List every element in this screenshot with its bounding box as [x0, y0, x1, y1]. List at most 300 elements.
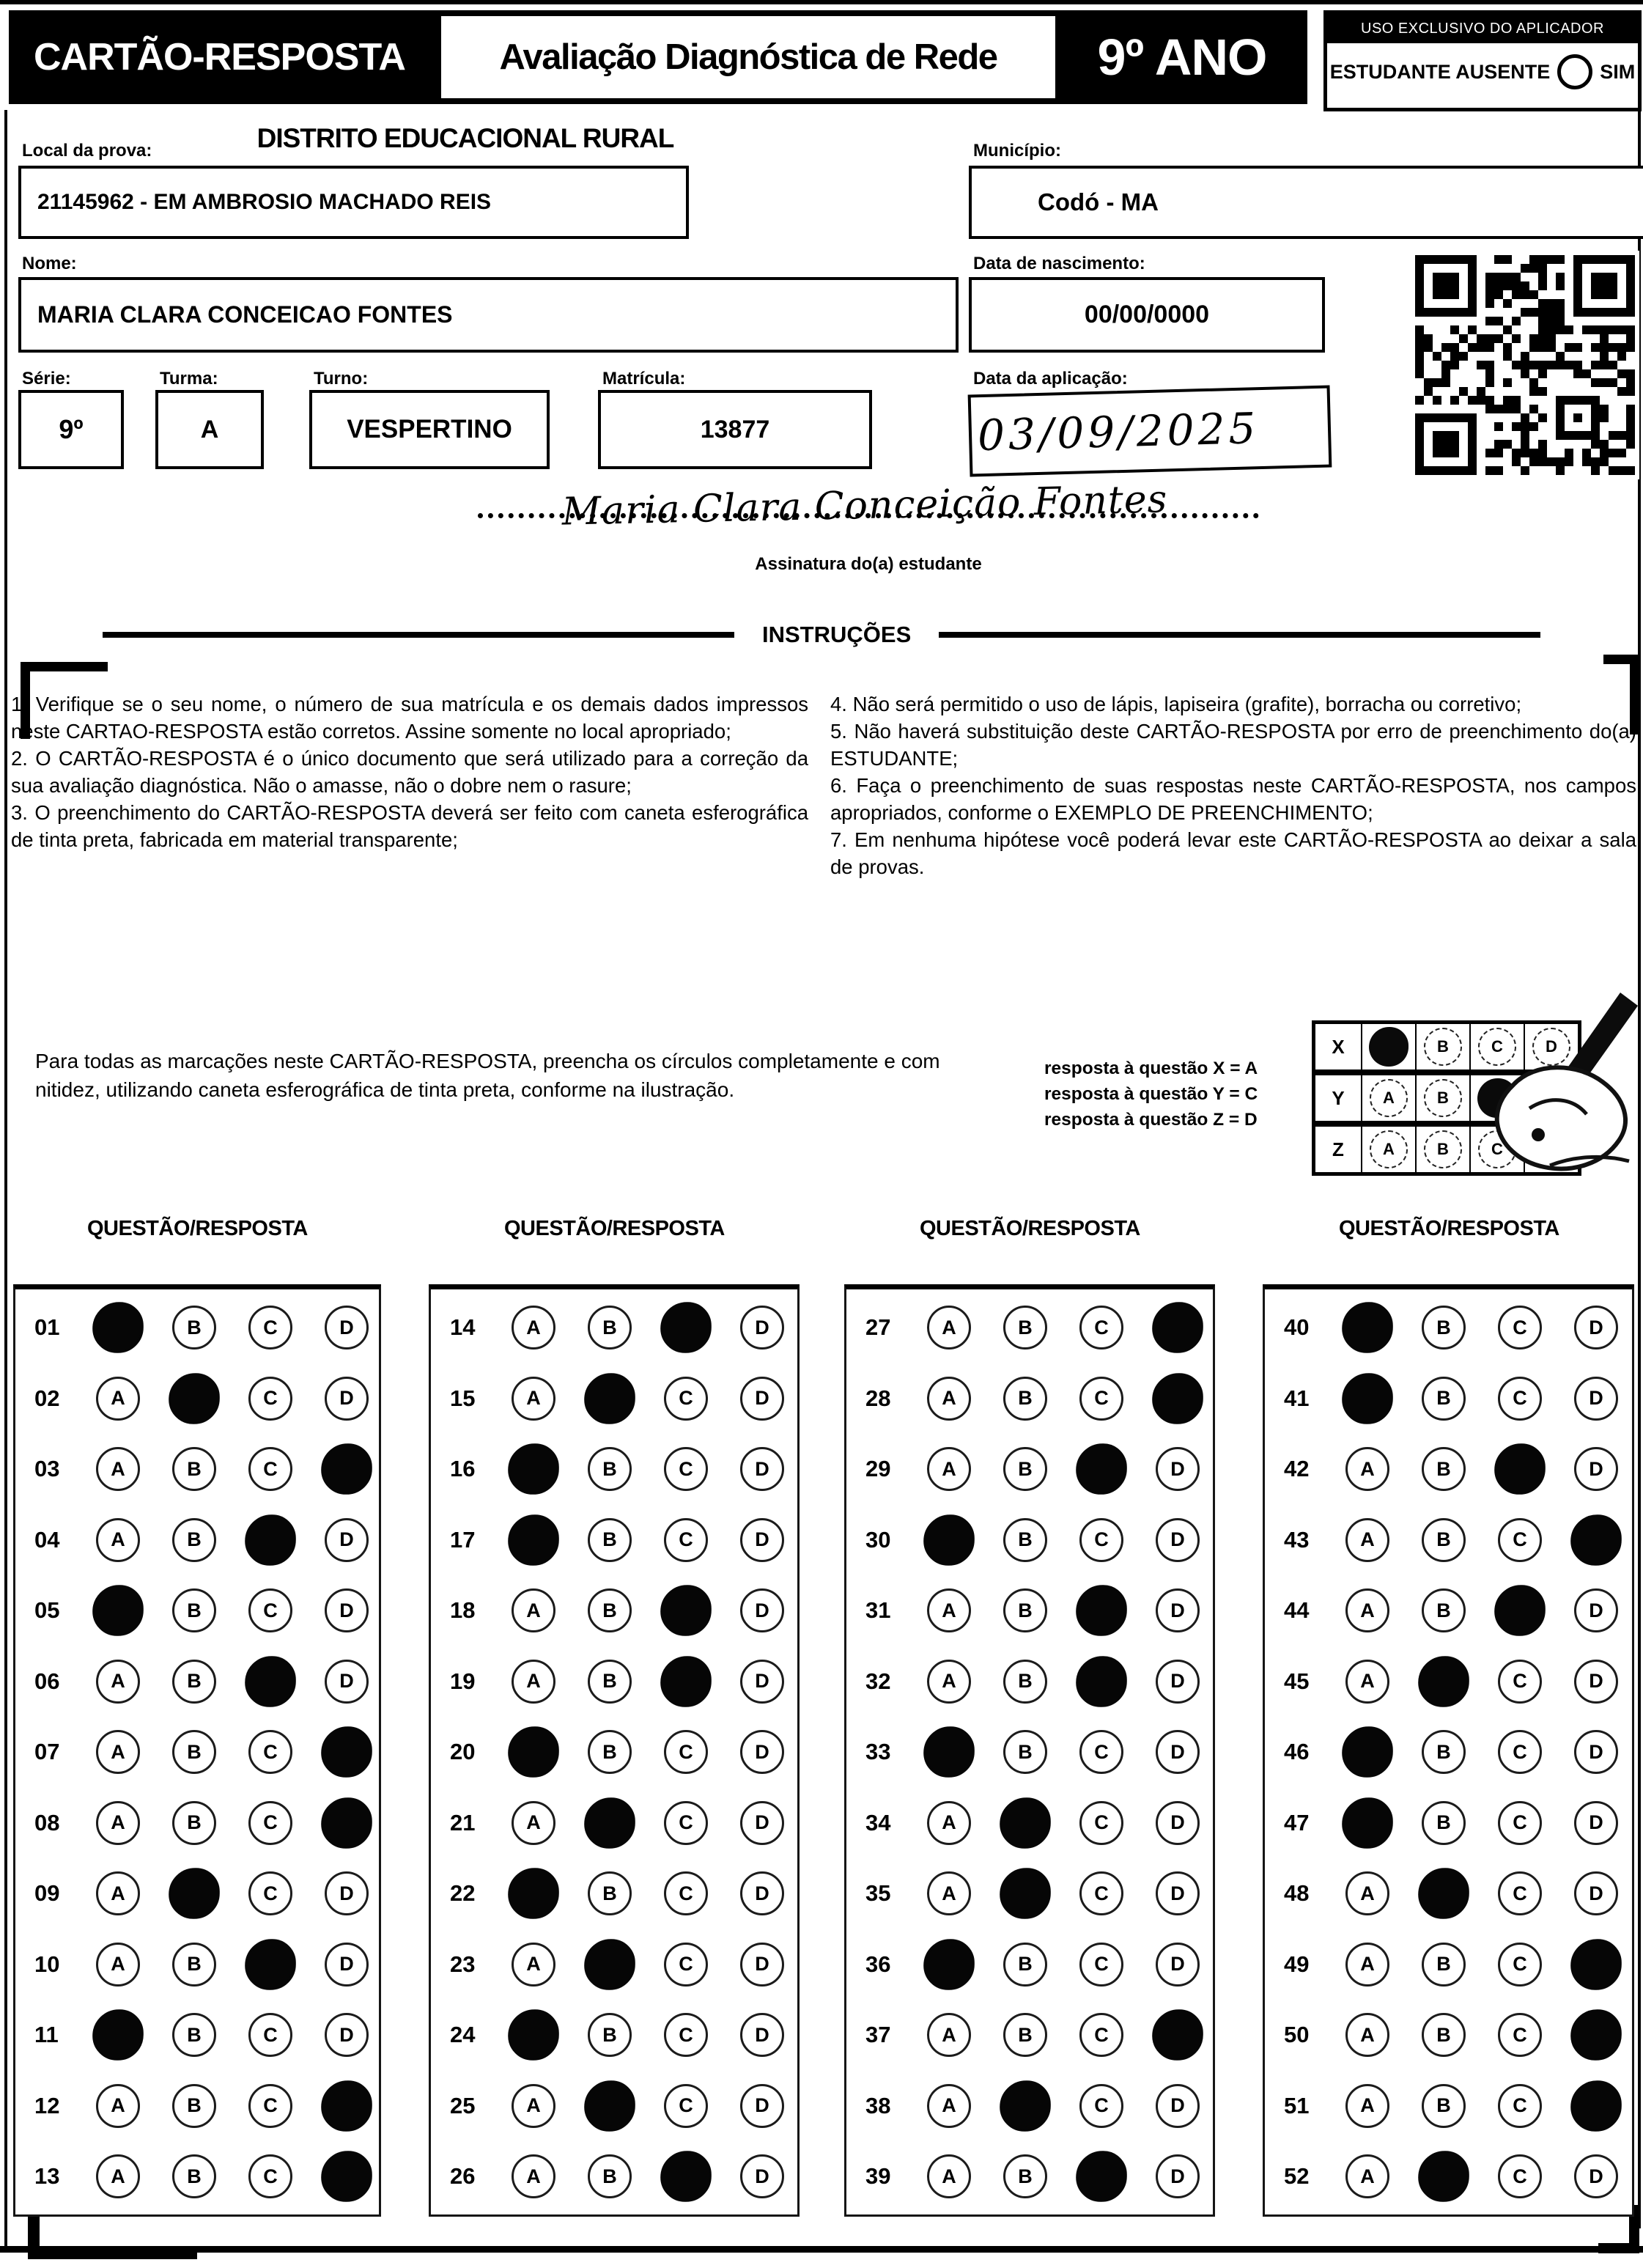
- answer-bubble-06-A[interactable]: A: [96, 1660, 140, 1704]
- question-number-48: 48: [1284, 1880, 1310, 1907]
- question-number-19: 19: [450, 1668, 476, 1694]
- answer-bubble-33-B[interactable]: B: [1003, 1730, 1047, 1774]
- answer-bubble-42-C[interactable]: [1494, 1443, 1546, 1495]
- answer-bubble-38-B[interactable]: [1000, 2080, 1051, 2132]
- answer-bubble-40-B[interactable]: B: [1422, 1306, 1466, 1350]
- answer-bubble-52-D[interactable]: D: [1574, 2154, 1618, 2198]
- answer-bubble-23-A[interactable]: A: [512, 1943, 555, 1987]
- answer-bubble-12-D[interactable]: [321, 2080, 372, 2132]
- answer-bubble-18-A[interactable]: A: [512, 1588, 555, 1632]
- example-bubble-Z-B: B: [1424, 1130, 1462, 1168]
- grade-label: 9º ANO: [1097, 29, 1267, 86]
- answer-bubble-14-B[interactable]: B: [588, 1306, 632, 1350]
- answer-bubble-04-B[interactable]: B: [172, 1518, 216, 1562]
- answer-bubble-07-D[interactable]: [321, 1726, 372, 1778]
- answer-bubble-49-C[interactable]: C: [1498, 1943, 1542, 1987]
- aplicacao-field-handwritten[interactable]: 03/09/2025: [968, 386, 1332, 477]
- marking-instruction: Para todas as marcações neste CARTÃO-RESPOSTA, preencha os círculos completamente e com nitidez, utilizando caneta esferográfica de tinta preta, conforme na ilustração.: [35, 1050, 940, 1101]
- answer-bubble-21-B[interactable]: [584, 1797, 635, 1849]
- answer-bubble-52-B[interactable]: [1418, 2151, 1469, 2202]
- answer-bubble-25-B[interactable]: [584, 2080, 635, 2132]
- answer-bubble-20-A[interactable]: [508, 1726, 559, 1778]
- answer-bubble-19-A[interactable]: A: [512, 1660, 555, 1704]
- question-row-01: [15, 1292, 379, 1363]
- answer-bubble-17-A[interactable]: [508, 1514, 559, 1566]
- answer-bubble-34-B[interactable]: [1000, 1797, 1051, 1849]
- answer-bubble-18-B[interactable]: B: [588, 1588, 632, 1632]
- answer-bubble-25-A[interactable]: A: [512, 2084, 555, 2128]
- question-row-05: [15, 1575, 379, 1646]
- answer-bubble-11-B[interactable]: B: [172, 2013, 216, 2057]
- answer-bubble-47-A[interactable]: [1342, 1797, 1393, 1849]
- answer-bubble-49-B[interactable]: B: [1422, 1943, 1466, 1987]
- answer-bubble-12-B[interactable]: B: [172, 2084, 216, 2128]
- answers-header-1: QUESTÃO/RESPOSTA: [87, 1217, 308, 1240]
- answer-bubble-29-A[interactable]: A: [927, 1447, 971, 1491]
- instruction-item: 5. Não haverá substituição deste CARTÃO-RESPOSTA por erro de preenchimento do(a) ESTUDANTE;: [830, 720, 1636, 770]
- answer-bubble-38-D[interactable]: D: [1156, 2084, 1200, 2128]
- answer-bubble-09-A[interactable]: A: [96, 1871, 140, 1915]
- answer-bubble-07-B[interactable]: B: [172, 1730, 216, 1774]
- answer-bubble-37-C[interactable]: C: [1079, 2013, 1123, 2057]
- question-row-37: [846, 2000, 1213, 2071]
- answer-bubble-27-D[interactable]: [1152, 1302, 1203, 1353]
- answer-bubble-03-A[interactable]: A: [96, 1447, 140, 1491]
- question-number-02: 02: [34, 1385, 60, 1411]
- answer-bubble-28-A[interactable]: A: [927, 1377, 971, 1421]
- answer-bubble-25-C[interactable]: C: [664, 2084, 708, 2128]
- answer-bubble-39-C[interactable]: [1076, 2151, 1127, 2202]
- answer-bubble-43-A[interactable]: A: [1345, 1518, 1389, 1562]
- answer-bubble-28-B[interactable]: B: [1003, 1377, 1047, 1421]
- answer-bubble-02-D[interactable]: D: [325, 1377, 369, 1421]
- bubble-group-15: [512, 1377, 784, 1421]
- question-row-51: [1265, 2071, 1632, 2142]
- question-number-12: 12: [34, 2092, 60, 2118]
- answer-bubble-17-D[interactable]: D: [740, 1518, 784, 1562]
- answer-bubble-35-A[interactable]: A: [927, 1871, 971, 1915]
- bubble-group-49: [1345, 1943, 1618, 1987]
- answer-bubble-35-C[interactable]: C: [1079, 1871, 1123, 1915]
- example-caption: resposta à questão Y = C: [1044, 1084, 1258, 1104]
- question-row-21: [431, 1788, 797, 1859]
- answer-bubble-37-A[interactable]: A: [927, 2013, 971, 2057]
- answer-bubble-30-A[interactable]: [923, 1514, 975, 1566]
- answer-bubble-51-C[interactable]: C: [1498, 2084, 1542, 2128]
- answer-bubble-27-C[interactable]: C: [1079, 1306, 1123, 1350]
- answer-bubble-09-C[interactable]: C: [248, 1871, 292, 1915]
- question-number-49: 49: [1284, 1951, 1310, 1977]
- question-row-26: [431, 2141, 797, 2212]
- answer-bubble-05-D[interactable]: D: [325, 1588, 369, 1632]
- bubble-group-02: [96, 1377, 369, 1421]
- bubble-group-29: [927, 1447, 1200, 1491]
- answer-bubble-31-D[interactable]: D: [1156, 1588, 1200, 1632]
- answer-bubble-49-A[interactable]: A: [1345, 1943, 1389, 1987]
- answer-bubble-43-D[interactable]: [1570, 1514, 1622, 1566]
- student-absent-bubble[interactable]: [1557, 54, 1592, 89]
- answer-bubble-41-C[interactable]: C: [1498, 1377, 1542, 1421]
- answer-bubble-20-B[interactable]: B: [588, 1730, 632, 1774]
- answer-bubble-15-D[interactable]: D: [740, 1377, 784, 1421]
- answer-bubble-36-D[interactable]: D: [1156, 1943, 1200, 1987]
- question-number-51: 51: [1284, 2092, 1310, 2118]
- answer-bubble-11-A[interactable]: [92, 2009, 144, 2061]
- answer-bubble-39-B[interactable]: B: [1003, 2154, 1047, 2198]
- answer-bubble-01-B[interactable]: B: [172, 1306, 216, 1350]
- example-row-label: X: [1315, 1024, 1362, 1069]
- question-row-35: [846, 1858, 1213, 1929]
- answer-bubble-37-B[interactable]: B: [1003, 2013, 1047, 2057]
- bubble-group-45: [1345, 1660, 1618, 1704]
- answer-bubble-24-C[interactable]: C: [664, 2013, 708, 2057]
- answer-bubble-11-D[interactable]: D: [325, 2013, 369, 2057]
- answer-bubble-24-B[interactable]: B: [588, 2013, 632, 2057]
- question-number-33: 33: [865, 1739, 891, 1765]
- bubble-group-25: [512, 2084, 784, 2128]
- answer-bubble-45-C[interactable]: C: [1498, 1660, 1542, 1704]
- bubble-group-24: [512, 2013, 784, 2057]
- answer-bubble-05-A[interactable]: [92, 1585, 144, 1636]
- example-bubble-Y-A: A: [1370, 1079, 1408, 1117]
- answer-bubble-38-A[interactable]: A: [927, 2084, 971, 2128]
- answer-bubble-31-A[interactable]: A: [927, 1588, 971, 1632]
- answer-bubble-01-A[interactable]: [92, 1302, 144, 1353]
- answer-bubble-08-D[interactable]: [321, 1797, 372, 1849]
- answer-bubble-03-D[interactable]: [321, 1443, 372, 1495]
- answer-bubble-46-A[interactable]: [1342, 1726, 1393, 1778]
- answer-bubble-34-D[interactable]: D: [1156, 1801, 1200, 1845]
- answer-bubble-12-C[interactable]: C: [248, 2084, 292, 2128]
- answer-bubble-51-A[interactable]: A: [1345, 2084, 1389, 2128]
- assessment-title: Avaliação Diagnóstica de Rede: [499, 37, 997, 77]
- question-row-04: [15, 1505, 379, 1576]
- answer-bubble-12-A[interactable]: A: [96, 2084, 140, 2128]
- answer-bubble-27-B[interactable]: B: [1003, 1306, 1047, 1350]
- answer-bubble-21-D[interactable]: D: [740, 1801, 784, 1845]
- question-row-22: [431, 1858, 797, 1929]
- bubble-group-51: [1345, 2084, 1618, 2128]
- answer-bubble-18-D[interactable]: D: [740, 1588, 784, 1632]
- question-number-31: 31: [865, 1597, 891, 1624]
- answer-bubble-10-B[interactable]: B: [172, 1943, 216, 1987]
- bubble-group-17: [512, 1518, 784, 1562]
- applicator-box: [1323, 10, 1642, 111]
- question-row-52: [1265, 2141, 1632, 2212]
- answer-bubble-08-C[interactable]: C: [248, 1801, 292, 1845]
- question-number-24: 24: [450, 2022, 476, 2048]
- question-number-44: 44: [1284, 1597, 1310, 1624]
- question-number-38: 38: [865, 2092, 891, 2118]
- answer-bubble-13-C[interactable]: C: [248, 2154, 292, 2198]
- answer-bubble-51-B[interactable]: B: [1422, 2084, 1466, 2128]
- answer-bubble-06-B[interactable]: B: [172, 1660, 216, 1704]
- answer-bubble-28-D[interactable]: [1152, 1373, 1203, 1424]
- bubble-group-37: [927, 2013, 1200, 2057]
- answer-bubble-35-D[interactable]: D: [1156, 1871, 1200, 1915]
- answer-bubble-27-A[interactable]: A: [927, 1306, 971, 1350]
- answer-bubble-46-D[interactable]: D: [1574, 1730, 1618, 1774]
- answer-bubble-52-A[interactable]: A: [1345, 2154, 1389, 2198]
- answer-bubble-32-A[interactable]: A: [927, 1660, 971, 1704]
- answer-bubble-42-B[interactable]: B: [1422, 1447, 1466, 1491]
- answer-bubble-10-C[interactable]: [245, 1939, 296, 1990]
- answer-bubble-50-B[interactable]: B: [1422, 2013, 1466, 2057]
- answer-bubble-07-A[interactable]: A: [96, 1730, 140, 1774]
- question-number-36: 36: [865, 1951, 891, 1977]
- answer-bubble-15-B[interactable]: [584, 1373, 635, 1424]
- answer-bubble-26-D[interactable]: D: [740, 2154, 784, 2198]
- bubble-group-18: [512, 1588, 784, 1632]
- answer-bubble-48-A[interactable]: A: [1345, 1871, 1389, 1915]
- answer-bubble-49-D[interactable]: [1570, 1939, 1622, 1990]
- answer-bubble-33-C[interactable]: C: [1079, 1730, 1123, 1774]
- answer-bubble-24-D[interactable]: D: [740, 2013, 784, 2057]
- bubble-group-23: [512, 1943, 784, 1987]
- question-number-18: 18: [450, 1597, 476, 1624]
- bubble-group-48: [1345, 1871, 1618, 1915]
- answer-bubble-29-C[interactable]: [1076, 1443, 1127, 1495]
- answer-bubble-13-D[interactable]: [321, 2151, 372, 2202]
- answer-bubble-34-A[interactable]: A: [927, 1801, 971, 1845]
- bubble-group-52: [1345, 2154, 1618, 2198]
- answer-bubble-52-C[interactable]: C: [1498, 2154, 1542, 2198]
- answer-bubble-04-A[interactable]: A: [96, 1518, 140, 1562]
- question-row-25: [431, 2071, 797, 2142]
- answer-bubble-02-B[interactable]: [169, 1373, 220, 1424]
- answer-bubble-42-D[interactable]: D: [1574, 1447, 1618, 1491]
- instructions-divider: [103, 622, 1540, 648]
- answer-bubble-05-B[interactable]: B: [172, 1588, 216, 1632]
- answer-bubble-31-C[interactable]: [1076, 1585, 1127, 1636]
- answer-bubble-24-A[interactable]: [508, 2009, 559, 2061]
- answer-bubble-04-C[interactable]: [245, 1514, 296, 1566]
- answer-bubble-34-C[interactable]: C: [1079, 1801, 1123, 1845]
- answer-bubble-37-D[interactable]: [1152, 2009, 1203, 2061]
- bubble-group-47: [1345, 1801, 1618, 1845]
- answer-bubble-43-B[interactable]: B: [1422, 1518, 1466, 1562]
- question-row-14: [431, 1292, 797, 1363]
- answer-bubble-10-A[interactable]: A: [96, 1943, 140, 1987]
- answer-bubble-40-C[interactable]: C: [1498, 1306, 1542, 1350]
- turno-label: Turno:: [314, 369, 369, 389]
- answer-bubble-47-D[interactable]: D: [1574, 1801, 1618, 1845]
- question-number-11: 11: [34, 2022, 59, 2048]
- question-row-40: [1265, 1292, 1632, 1363]
- question-row-46: [1265, 1717, 1632, 1788]
- answer-bubble-41-B[interactable]: B: [1422, 1377, 1466, 1421]
- student-absent-option: SIM: [1600, 60, 1636, 83]
- answer-bubble-16-A[interactable]: [508, 1443, 559, 1495]
- answer-bubble-17-C[interactable]: C: [664, 1518, 708, 1562]
- answer-bubble-21-A[interactable]: A: [512, 1801, 555, 1845]
- nome-label: Nome:: [22, 254, 77, 273]
- question-row-34: [846, 1788, 1213, 1859]
- answer-bubble-44-A[interactable]: A: [1345, 1588, 1389, 1632]
- bubble-group-19: [512, 1660, 784, 1704]
- answer-bubble-29-D[interactable]: D: [1156, 1447, 1200, 1491]
- answer-bubble-36-C[interactable]: C: [1079, 1943, 1123, 1987]
- answer-bubble-16-D[interactable]: D: [740, 1447, 784, 1491]
- answer-bubble-23-C[interactable]: C: [664, 1943, 708, 1987]
- answer-bubble-19-D[interactable]: D: [740, 1660, 784, 1704]
- bubble-group-21: [512, 1801, 784, 1845]
- answer-bubble-03-C[interactable]: C: [248, 1447, 292, 1491]
- answer-bubble-41-D[interactable]: D: [1574, 1377, 1618, 1421]
- answer-bubble-32-C[interactable]: [1076, 1656, 1127, 1707]
- answer-bubble-47-B[interactable]: B: [1422, 1801, 1466, 1845]
- answer-bubble-19-C[interactable]: [660, 1656, 712, 1707]
- question-row-29: [846, 1434, 1213, 1505]
- instruction-item: 4. Não será permitido o uso de lápis, lapiseira (grafite), borracha ou corretivo;: [830, 693, 1522, 715]
- example-cell: [1362, 1075, 1417, 1121]
- answer-bubble-22-A[interactable]: [508, 1868, 559, 1919]
- answer-bubble-09-B[interactable]: [169, 1868, 220, 1919]
- answer-bubble-29-B[interactable]: B: [1003, 1447, 1047, 1491]
- answer-bubble-08-A[interactable]: A: [96, 1801, 140, 1845]
- question-number-21: 21: [450, 1809, 476, 1836]
- answer-bubble-23-D[interactable]: D: [740, 1943, 784, 1987]
- answer-bubble-14-C[interactable]: [660, 1302, 712, 1353]
- answer-bubble-26-A[interactable]: A: [512, 2154, 555, 2198]
- answer-bubble-06-C[interactable]: [245, 1656, 296, 1707]
- bubble-group-32: [927, 1660, 1200, 1704]
- bubble-group-05: [96, 1588, 369, 1632]
- answer-bubble-45-D[interactable]: D: [1574, 1660, 1618, 1704]
- answer-bubble-30-C[interactable]: C: [1079, 1518, 1123, 1562]
- answer-bubble-20-C[interactable]: C: [664, 1730, 708, 1774]
- answer-bubble-15-A[interactable]: A: [512, 1377, 555, 1421]
- answer-bubble-39-D[interactable]: D: [1156, 2154, 1200, 2198]
- answer-bubble-48-B[interactable]: [1418, 1868, 1469, 1919]
- question-number-37: 37: [865, 2022, 891, 2048]
- bubble-group-11: [96, 2013, 369, 2057]
- answer-bubble-15-C[interactable]: C: [664, 1377, 708, 1421]
- answer-bubble-22-D[interactable]: D: [740, 1871, 784, 1915]
- answer-bubble-30-B[interactable]: B: [1003, 1518, 1047, 1562]
- answer-bubble-50-C[interactable]: C: [1498, 2013, 1542, 2057]
- answer-bubble-26-C[interactable]: [660, 2151, 712, 2202]
- answer-bubble-39-A[interactable]: A: [927, 2154, 971, 2198]
- answer-bubble-13-B[interactable]: B: [172, 2154, 216, 2198]
- answer-bubble-26-B[interactable]: B: [588, 2154, 632, 2198]
- answer-bubble-07-C[interactable]: C: [248, 1730, 292, 1774]
- answer-bubble-40-D[interactable]: D: [1574, 1306, 1618, 1350]
- question-row-39: [846, 2141, 1213, 2212]
- answer-bubble-46-B[interactable]: B: [1422, 1730, 1466, 1774]
- answer-bubble-11-C[interactable]: C: [248, 2013, 292, 2057]
- answer-bubble-18-C[interactable]: [660, 1585, 712, 1636]
- answer-bubble-32-B[interactable]: B: [1003, 1660, 1047, 1704]
- answer-bubble-30-D[interactable]: D: [1156, 1518, 1200, 1562]
- answer-bubble-33-A[interactable]: [923, 1726, 975, 1778]
- answer-bubble-04-D[interactable]: D: [325, 1518, 369, 1562]
- bubble-group-39: [927, 2154, 1200, 2198]
- answer-bubble-21-C[interactable]: C: [664, 1801, 708, 1845]
- bubble-group-50: [1345, 2013, 1618, 2057]
- answer-bubble-17-B[interactable]: B: [588, 1518, 632, 1562]
- example-captions: [1044, 1056, 1352, 1133]
- answer-bubble-16-B[interactable]: B: [588, 1447, 632, 1491]
- answer-bubble-14-A[interactable]: A: [512, 1306, 555, 1350]
- answer-bubble-44-B[interactable]: B: [1422, 1588, 1466, 1632]
- answer-bubble-41-A[interactable]: [1342, 1373, 1393, 1424]
- answer-bubble-43-C[interactable]: C: [1498, 1518, 1542, 1562]
- answer-bubble-31-B[interactable]: B: [1003, 1588, 1047, 1632]
- answer-bubble-23-B[interactable]: [584, 1939, 635, 1990]
- answer-bubble-44-D[interactable]: D: [1574, 1588, 1618, 1632]
- question-number-07: 07: [34, 1739, 60, 1765]
- answer-bubble-32-D[interactable]: D: [1156, 1660, 1200, 1704]
- answer-bubble-46-C[interactable]: C: [1498, 1730, 1542, 1774]
- answer-bubble-01-C[interactable]: C: [248, 1306, 292, 1350]
- question-row-43: [1265, 1505, 1632, 1576]
- answer-bubble-08-B[interactable]: B: [172, 1801, 216, 1845]
- answer-bubble-36-B[interactable]: B: [1003, 1943, 1047, 1987]
- answer-bubble-48-D[interactable]: D: [1574, 1871, 1618, 1915]
- answer-bubble-25-D[interactable]: D: [740, 2084, 784, 2128]
- answer-bubble-20-D[interactable]: D: [740, 1730, 784, 1774]
- question-number-03: 03: [34, 1456, 60, 1482]
- answer-bubble-48-C[interactable]: C: [1498, 1871, 1542, 1915]
- answer-bubble-28-C[interactable]: C: [1079, 1377, 1123, 1421]
- answer-bubble-03-B[interactable]: B: [172, 1447, 216, 1491]
- question-number-01: 01: [34, 1314, 60, 1341]
- question-row-23: [431, 1929, 797, 2000]
- answer-bubble-10-D[interactable]: D: [325, 1943, 369, 1987]
- bubble-group-41: [1345, 1377, 1618, 1421]
- answer-bubble-02-A[interactable]: A: [96, 1377, 140, 1421]
- nome-field: MARIA CLARA CONCEICAO FONTES: [18, 277, 959, 353]
- answer-bubble-42-A[interactable]: A: [1345, 1447, 1389, 1491]
- example-bubble-X-C: C: [1478, 1028, 1516, 1066]
- turma-field: A: [155, 390, 264, 469]
- answer-bubble-16-C[interactable]: C: [664, 1447, 708, 1491]
- answer-bubble-44-C[interactable]: [1494, 1585, 1546, 1636]
- answer-bubble-50-A[interactable]: A: [1345, 2013, 1389, 2057]
- question-row-38: [846, 2071, 1213, 2142]
- answer-bubble-05-C[interactable]: C: [248, 1588, 292, 1632]
- question-row-02: [15, 1363, 379, 1435]
- answer-bubble-45-A[interactable]: A: [1345, 1660, 1389, 1704]
- question-number-47: 47: [1284, 1809, 1310, 1836]
- answer-box-4: [1263, 1284, 1634, 2217]
- bubble-group-08: [96, 1801, 369, 1845]
- answer-bubble-50-D[interactable]: [1570, 2009, 1622, 2061]
- answer-bubble-22-C[interactable]: C: [664, 1871, 708, 1915]
- turno-field: VESPERTINO: [309, 390, 550, 469]
- answer-bubble-19-B[interactable]: B: [588, 1660, 632, 1704]
- answer-bubble-47-C[interactable]: C: [1498, 1801, 1542, 1845]
- answer-bubble-22-B[interactable]: B: [588, 1871, 632, 1915]
- answer-bubble-06-D[interactable]: D: [325, 1660, 369, 1704]
- answer-bubble-45-B[interactable]: [1418, 1656, 1469, 1707]
- question-row-41: [1265, 1363, 1632, 1435]
- answer-bubble-51-D[interactable]: [1570, 2080, 1622, 2132]
- answer-bubble-02-C[interactable]: C: [248, 1377, 292, 1421]
- answer-bubble-13-A[interactable]: A: [96, 2154, 140, 2198]
- answer-bubble-01-D[interactable]: D: [325, 1306, 369, 1350]
- question-row-03: [15, 1434, 379, 1505]
- answer-bubble-36-A[interactable]: [923, 1939, 975, 1990]
- student-signature[interactable]: Maria Clara Conceição Fontes: [561, 477, 1168, 534]
- answer-bubble-09-D[interactable]: D: [325, 1871, 369, 1915]
- answer-bubble-38-C[interactable]: C: [1079, 2084, 1123, 2128]
- answer-bubble-14-D[interactable]: D: [740, 1306, 784, 1350]
- answer-bubble-33-D[interactable]: D: [1156, 1730, 1200, 1774]
- answer-bubble-40-A[interactable]: [1342, 1302, 1393, 1353]
- answer-bubble-35-B[interactable]: [1000, 1868, 1051, 1919]
